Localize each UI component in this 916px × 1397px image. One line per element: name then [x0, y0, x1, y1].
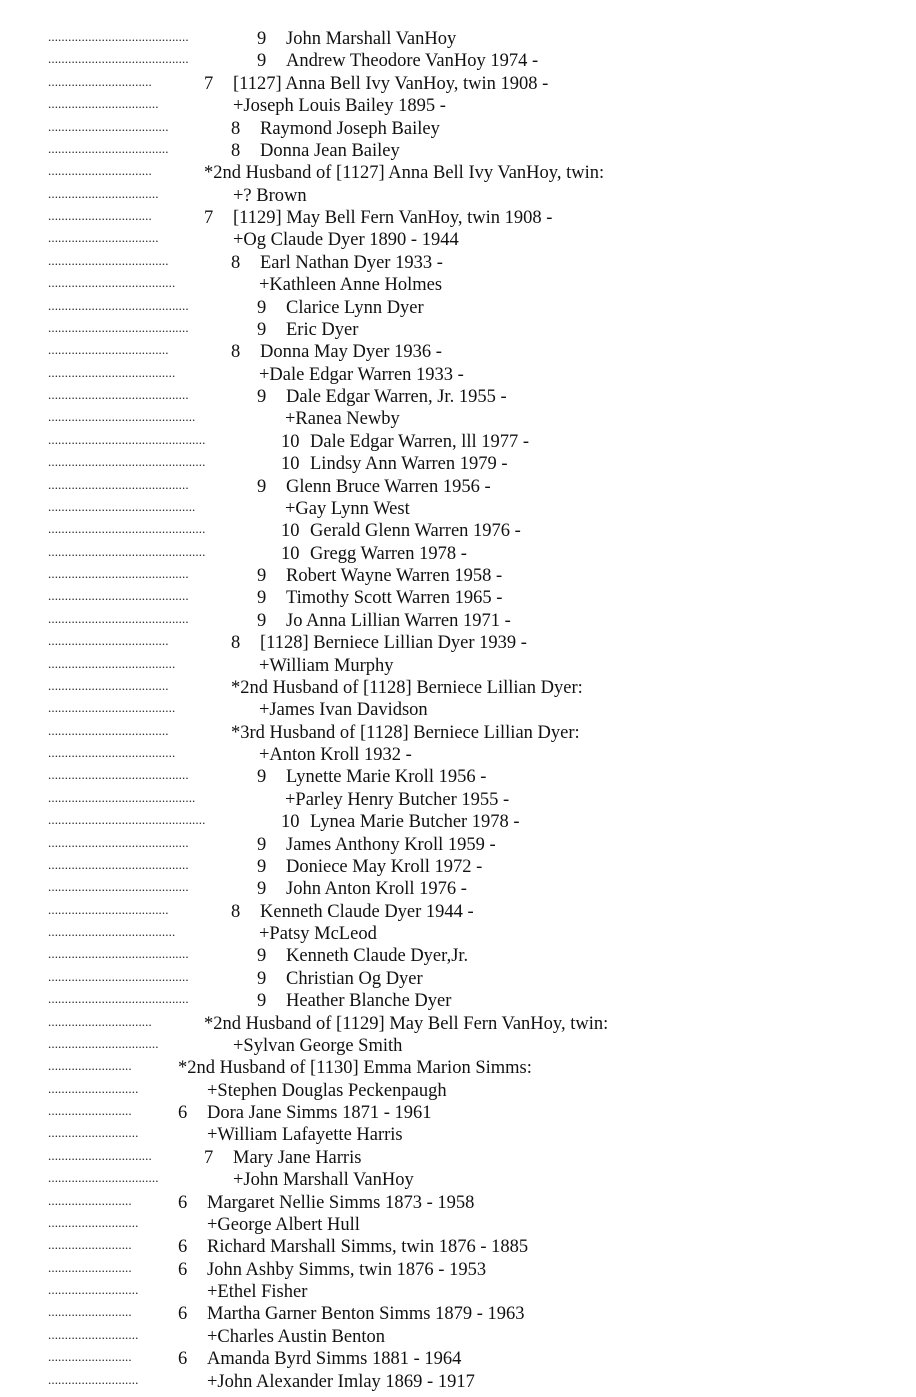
entry-text: Lindsy Ann Warren 1979 -: [310, 454, 508, 475]
descendant-entry: [257, 878, 467, 900]
report-line: [48, 587, 908, 609]
report-line: [48, 722, 908, 744]
report-line: [48, 1057, 908, 1079]
entry-text: Donna Jean Bailey: [260, 140, 400, 161]
descendant-entry: [231, 252, 443, 274]
generation-number: 6: [178, 1349, 188, 1370]
entry-text: Gregg Warren 1978 -: [310, 543, 467, 564]
leader-dots: .........................: [48, 1349, 132, 1365]
entry-text: +Dale Edgar Warren 1933 -: [259, 364, 464, 385]
spouse-entry: [233, 1035, 402, 1057]
descendant-entry: [281, 811, 520, 833]
generation-number: 9: [257, 476, 267, 497]
report-line: [48, 1236, 908, 1258]
descendant-entry: [257, 968, 423, 990]
leader-dots: ..........................................: [48, 610, 189, 626]
leader-dots: .........................: [48, 1103, 132, 1118]
leader-dots: ..........................................: [48, 297, 189, 313]
descendant-entry: [178, 1259, 486, 1281]
entry-text: Andrew Theodore VanHoy 1974 -: [286, 51, 539, 72]
report-line: [48, 453, 908, 475]
entry-text: Jo Anna Lillian Warren 1971 -: [286, 610, 511, 631]
leader-dots: ..........................................: [48, 834, 189, 850]
leader-dots: ....................................: [48, 633, 169, 649]
generation-number: 10: [281, 812, 300, 833]
spouse-entry: [207, 1326, 385, 1348]
descendant-entry: [178, 1348, 461, 1370]
leader-dots: .........................: [48, 1192, 132, 1208]
generation-number: 8: [231, 118, 241, 139]
report-line: [48, 923, 908, 945]
entry-text: +Parley Henry Butcher 1955 -: [285, 789, 510, 810]
report-line: [48, 140, 908, 162]
entry-text: Lynea Marie Butcher 1978 -: [310, 812, 520, 833]
descendant-entry: [231, 341, 442, 363]
marriage-note: [231, 722, 580, 744]
entry-text: Clarice Lynn Dyer: [286, 297, 424, 318]
report-line: [48, 834, 908, 856]
marriage-note: [178, 1057, 532, 1079]
entry-text: Glenn Bruce Warren 1956 -: [286, 476, 491, 497]
generation-number: 8: [231, 633, 241, 654]
descendant-entry: [257, 28, 456, 50]
leader-dots: ...........................: [48, 1282, 139, 1297]
leader-dots: ....................................: [48, 342, 169, 358]
leader-dots: ...........................: [48, 1326, 139, 1342]
descendant-entry: [231, 118, 440, 140]
entry-text: Kenneth Claude Dyer,Jr.: [286, 946, 469, 967]
spouse-entry: [259, 699, 428, 721]
leader-dots: ....................................: [48, 118, 169, 134]
leader-dots: ...............................................: [48, 543, 206, 559]
marriage-note: [204, 1013, 608, 1035]
leader-dots: ...............................: [48, 1013, 152, 1029]
entry-text: John Marshall VanHoy: [286, 29, 457, 49]
generation-number: 9: [257, 767, 267, 788]
generation-number: 9: [257, 834, 267, 855]
entry-text: Earl Nathan Dyer 1933 -: [260, 252, 443, 273]
descendant-entry: [178, 1303, 525, 1325]
descendant-entry: [204, 1147, 361, 1169]
report-line: [48, 543, 908, 565]
spouse-entry: [233, 1169, 414, 1191]
entry-text: +William Lafayette Harris: [207, 1125, 403, 1146]
leader-dots: ......................................: [48, 364, 176, 380]
leader-dots: ...........................: [48, 1125, 139, 1141]
leader-dots: ..........................................: [48, 387, 189, 402]
generation-number: 9: [257, 856, 267, 877]
descendant-entry: [231, 140, 400, 162]
descendant-entry: [257, 990, 451, 1012]
generation-number: 9: [257, 566, 267, 586]
descendant-entry: [204, 73, 548, 95]
leader-dots: .................................: [48, 1170, 159, 1186]
descendant-entry: [231, 632, 527, 654]
descendant-entry: [281, 453, 508, 475]
descendant-entry: [204, 207, 552, 229]
spouse-entry: [259, 744, 412, 766]
spouse-entry: [285, 408, 400, 430]
report-line: [48, 699, 908, 721]
leader-dots: ....................................: [48, 677, 169, 693]
descendant-entry: [257, 386, 507, 408]
entry-text: Martha Garner Benton Simms 1879 - 1963: [207, 1304, 525, 1325]
generation-number: 9: [257, 51, 267, 72]
marriage-note: [204, 162, 604, 184]
report-line: [48, 766, 908, 788]
leader-dots: ...............................: [48, 208, 152, 223]
entry-text: +John Alexander Imlay 1869 - 1917: [207, 1371, 475, 1392]
descendant-entry: [257, 565, 502, 587]
entry-text: +Patsy McLeod: [259, 924, 377, 944]
generation-number: 6: [178, 1103, 188, 1123]
entry-text: +Stephen Douglas Peckenpaugh: [207, 1080, 447, 1101]
generation-number: 8: [231, 140, 241, 161]
entry-text: [1127] Anna Bell Ivy VanHoy, twin 1908 -: [233, 73, 549, 94]
report-line: [48, 1080, 908, 1102]
entry-text: +Gay Lynn West: [285, 498, 410, 519]
descendant-entry: [257, 476, 491, 498]
report-line: [48, 207, 908, 229]
report-line: [48, 319, 908, 341]
leader-dots: .................................: [48, 96, 159, 112]
generation-number: 9: [257, 879, 267, 900]
entry-text: Dale Edgar Warren, Jr. 1955 -: [286, 387, 507, 407]
spouse-entry: [207, 1080, 447, 1102]
report-line: [48, 341, 908, 363]
leader-dots: ............................................: [48, 789, 196, 805]
report-line: [48, 1348, 908, 1370]
entry-text: +Joseph Louis Bailey 1895 -: [233, 96, 446, 117]
leader-dots: ......................................: [48, 745, 176, 760]
generation-number: 10: [281, 454, 300, 475]
descendant-entry: [178, 1192, 474, 1214]
entry-text: *2nd Husband of [1129] May Bell Fern VanHoy, twin:: [204, 1013, 609, 1034]
spouse-entry: [259, 655, 394, 677]
report-line: [48, 274, 908, 296]
entry-text: Dora Jane Simms 1871 - 1961: [207, 1103, 432, 1123]
leader-dots: ...............................................: [48, 431, 206, 447]
leader-dots: ......................................: [48, 924, 176, 939]
entry-text: Margaret Nellie Simms 1873 - 1958: [207, 1192, 475, 1213]
generation-number: 7: [204, 208, 214, 228]
entry-text: +Charles Austin Benton: [207, 1326, 385, 1347]
generation-number: 6: [178, 1192, 188, 1213]
report-line: [48, 1214, 908, 1236]
report-line: [48, 856, 908, 878]
report-line: [48, 945, 908, 967]
spouse-entry: [207, 1214, 360, 1236]
leader-dots: ......................................: [48, 275, 176, 291]
entry-text: Timothy Scott Warren 1965 -: [286, 588, 503, 609]
leader-dots: ...........................: [48, 1214, 139, 1230]
leader-dots: ..........................................: [48, 29, 189, 44]
generation-number: 8: [231, 342, 241, 363]
generation-number: 8: [231, 252, 241, 273]
leader-dots: ...............................................: [48, 454, 206, 470]
generation-number: 10: [281, 521, 300, 542]
entry-text: [1129] May Bell Fern VanHoy, twin 1908 -: [233, 208, 553, 228]
report-line: [48, 476, 908, 498]
report-line: [48, 990, 908, 1012]
entry-text: +Anton Kroll 1932 -: [259, 745, 412, 765]
descendant-entry: [281, 431, 529, 453]
entry-text: +Ranea Newby: [285, 409, 400, 430]
generation-number: 10: [281, 543, 300, 564]
entry-text: Heather Blanche Dyer: [286, 991, 452, 1012]
marriage-note: [231, 677, 583, 699]
leader-dots: ...............................: [48, 73, 152, 89]
spouse-entry: [233, 95, 446, 117]
report-line: [48, 878, 908, 900]
entry-text: John Anton Kroll 1976 -: [286, 879, 467, 900]
report-line: [48, 789, 908, 811]
report-line: [48, 498, 908, 520]
descendant-entry: [257, 297, 424, 319]
entry-text: Richard Marshall Simms, twin 1876 - 1885: [207, 1237, 529, 1258]
descendant-entry: [257, 945, 468, 967]
descendant-entry: [178, 1102, 432, 1124]
generation-number: 10: [281, 431, 300, 452]
leader-dots: ...........................: [48, 1080, 139, 1096]
entry-text: Raymond Joseph Bailey: [260, 118, 440, 139]
report-line: [48, 73, 908, 95]
leader-dots: ...............................: [48, 1147, 152, 1163]
descendant-report: [48, 28, 908, 1393]
entry-text: +John Marshall VanHoy: [233, 1170, 414, 1191]
report-line: [48, 364, 908, 386]
report-line: [48, 677, 908, 699]
generation-number: 6: [178, 1259, 188, 1280]
entry-text: *3rd Husband of [1128] Berniece Lillian Dyer:: [231, 722, 580, 743]
spouse-entry: [259, 923, 377, 945]
report-line: [48, 1035, 908, 1057]
leader-dots: ...........................: [48, 1371, 139, 1387]
descendant-entry: [178, 1236, 528, 1258]
report-line: [48, 744, 908, 766]
leader-dots: ....................................: [48, 140, 169, 156]
entry-text: +William Murphy: [259, 655, 394, 676]
generation-number: 7: [204, 73, 214, 94]
generation-number: 9: [257, 946, 267, 967]
entry-text: Gerald Glenn Warren 1976 -: [310, 521, 521, 542]
descendant-entry: [257, 856, 482, 878]
report-line: [48, 655, 908, 677]
leader-dots: .........................: [48, 1237, 132, 1253]
leader-dots: ..........................................: [48, 476, 189, 492]
generation-number: 9: [257, 610, 267, 631]
entry-text: [1128] Berniece Lillian Dyer 1939 -: [260, 633, 527, 654]
report-line: [48, 252, 908, 274]
spouse-entry: [285, 789, 509, 811]
report-line: [48, 185, 908, 207]
generation-number: 9: [257, 387, 267, 407]
leader-dots: ...............................................: [48, 812, 206, 828]
spouse-entry: [207, 1371, 475, 1393]
descendant-entry: [257, 834, 496, 856]
entry-text: +Kathleen Anne Holmes: [259, 275, 443, 296]
entry-text: James Anthony Kroll 1959 -: [286, 834, 496, 855]
leader-dots: .................................: [48, 185, 159, 201]
descendant-entry: [281, 543, 467, 565]
report-line: [48, 95, 908, 117]
generation-number: 9: [257, 319, 267, 340]
spouse-entry: [259, 274, 442, 296]
leader-dots: ............................................: [48, 498, 196, 514]
leader-dots: ..........................................: [48, 51, 189, 67]
entry-text: +Og Claude Dyer 1890 - 1944: [233, 230, 459, 251]
entry-text: Doniece May Kroll 1972 -: [286, 856, 483, 877]
leader-dots: ....................................: [48, 901, 169, 917]
report-line: [48, 1147, 908, 1169]
entry-text: Kenneth Claude Dyer 1944 -: [260, 901, 474, 922]
report-line: [48, 1192, 908, 1214]
report-line: [48, 1303, 908, 1325]
report-line: [48, 811, 908, 833]
entry-text: *2nd Husband of [1127] Anna Bell Ivy VanHoy, twin:: [204, 163, 605, 184]
leader-dots: ......................................: [48, 700, 176, 716]
report-line: [48, 1371, 908, 1393]
leader-dots: ..........................................: [48, 319, 189, 335]
leader-dots: .........................: [48, 1058, 132, 1074]
spouse-entry: [259, 364, 464, 386]
generation-number: 6: [178, 1237, 188, 1258]
entry-text: +Sylvan George Smith: [233, 1035, 403, 1056]
leader-dots: ..........................................: [48, 946, 189, 962]
report-line: [48, 610, 908, 632]
entry-text: Donna May Dyer 1936 -: [260, 342, 442, 363]
generation-number: 8: [231, 901, 241, 922]
entry-text: +? Brown: [233, 185, 307, 206]
entry-text: *2nd Husband of [1130] Emma Marion Simms:: [178, 1058, 532, 1079]
report-line: [48, 386, 908, 408]
leader-dots: ..........................................: [48, 991, 189, 1007]
generation-number: 6: [178, 1304, 188, 1325]
report-line: [48, 118, 908, 140]
descendant-entry: [281, 520, 521, 542]
leader-dots: ..........................................: [48, 566, 189, 581]
report-line: [48, 901, 908, 923]
report-line: [48, 162, 908, 184]
report-line: [48, 1259, 908, 1281]
entry-text: John Ashby Simms, twin 1876 - 1953: [207, 1259, 487, 1280]
leader-dots: ......................................: [48, 655, 176, 671]
generation-number: 9: [257, 991, 267, 1012]
spouse-entry: [233, 229, 459, 251]
report-line: [48, 1124, 908, 1146]
generation-number: 9: [257, 588, 267, 609]
report-line: [48, 408, 908, 430]
report-line: [48, 632, 908, 654]
report-line: [48, 1013, 908, 1035]
entry-text: Dale Edgar Warren, lll 1977 -: [310, 431, 530, 452]
descendant-entry: [257, 50, 538, 72]
generation-number: 9: [257, 968, 267, 989]
report-line: [48, 1326, 908, 1348]
descendant-entry: [257, 610, 511, 632]
report-line: [48, 297, 908, 319]
entry-text: +James Ivan Davidson: [259, 700, 428, 721]
leader-dots: .........................: [48, 1259, 132, 1275]
descendant-entry: [257, 766, 486, 788]
leader-dots: .................................: [48, 230, 159, 246]
entry-text: Robert Wayne Warren 1958 -: [286, 566, 503, 586]
report-line: [48, 50, 908, 72]
entry-text: *2nd Husband of [1128] Berniece Lillian Dyer:: [231, 677, 583, 698]
leader-dots: .................................: [48, 1035, 159, 1051]
entry-text: Lynette Marie Kroll 1956 -: [286, 767, 487, 788]
leader-dots: ...............................: [48, 163, 152, 179]
leader-dots: .........................: [48, 1304, 132, 1320]
report-line: [48, 431, 908, 453]
spouse-entry: [207, 1281, 307, 1303]
entry-text: +George Albert Hull: [207, 1214, 360, 1235]
leader-dots: ..........................................: [48, 879, 189, 895]
entry-text: Amanda Byrd Simms 1881 - 1964: [207, 1349, 462, 1370]
leader-dots: ....................................: [48, 722, 169, 738]
leader-dots: ..........................................: [48, 588, 189, 604]
entry-text: Mary Jane Harris: [233, 1147, 362, 1168]
entry-text: Eric Dyer: [286, 319, 359, 340]
generation-number: 9: [257, 297, 267, 318]
leader-dots: ..........................................: [48, 968, 189, 984]
generation-number: 9: [257, 29, 267, 49]
entry-text: Christian Og Dyer: [286, 968, 423, 989]
report-line: [48, 28, 908, 50]
generation-number: 7: [204, 1147, 214, 1168]
spouse-entry: [233, 185, 307, 207]
spouse-entry: [285, 498, 410, 520]
report-line: [48, 565, 908, 587]
descendant-entry: [231, 901, 474, 923]
leader-dots: ..........................................: [48, 767, 189, 783]
descendant-entry: [257, 587, 502, 609]
leader-dots: ...............................................: [48, 521, 206, 537]
spouse-entry: [207, 1124, 403, 1146]
leader-dots: ....................................: [48, 252, 169, 268]
leader-dots: ..........................................: [48, 856, 189, 872]
report-line: [48, 1102, 908, 1124]
descendant-entry: [257, 319, 358, 341]
entry-text: +Ethel Fisher: [207, 1282, 308, 1302]
report-line: [48, 1169, 908, 1191]
report-line: [48, 1281, 908, 1303]
leader-dots: ............................................: [48, 409, 196, 425]
report-line: [48, 968, 908, 990]
report-line: [48, 520, 908, 542]
report-line: [48, 229, 908, 251]
